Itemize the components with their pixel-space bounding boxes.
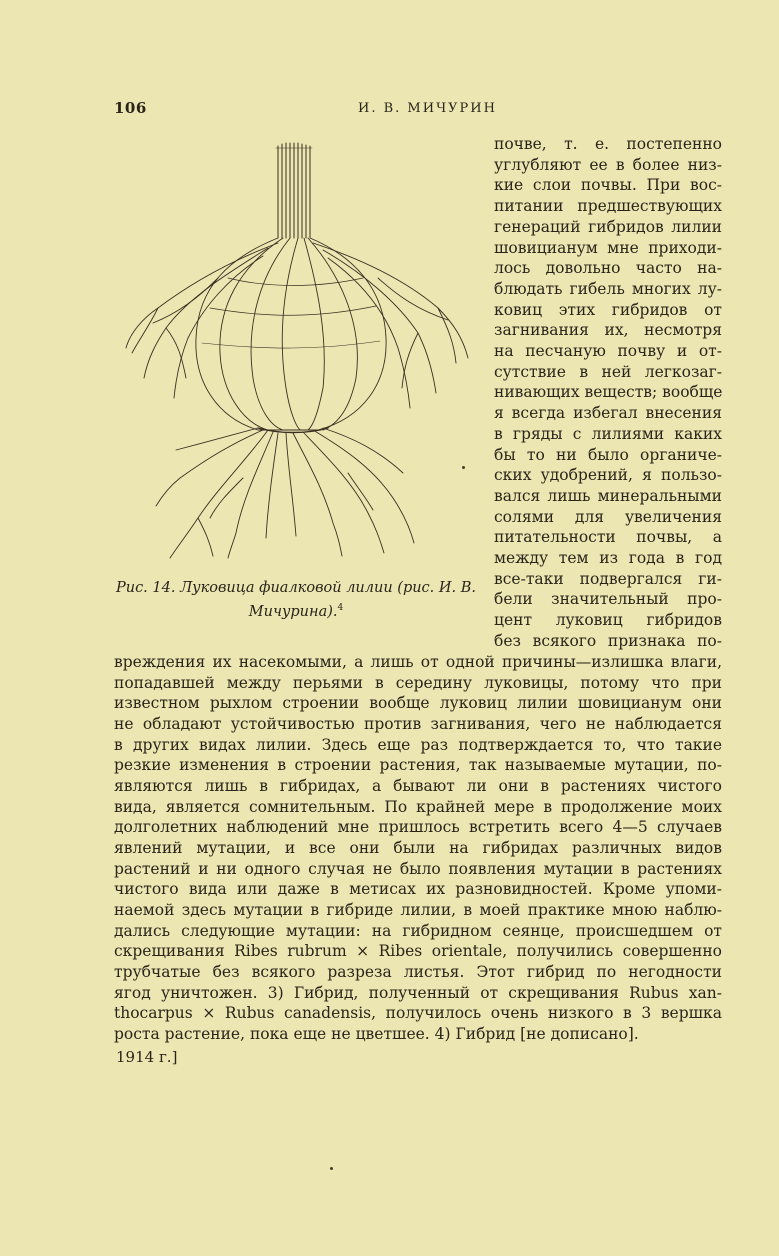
page-number: 106	[114, 99, 147, 117]
text-line: питательности почвы, а	[494, 528, 722, 547]
text-line: растений и ни одного случая не было появления мутации в растениях	[114, 859, 722, 878]
text-line: ягод уничтожен. 3) Гибрид, полученный от скрещивания Rubus xan-	[114, 983, 722, 1002]
text-line: почве, т. е. постепенно	[494, 135, 722, 153]
text-line: ских удобрений, я пользо-	[494, 466, 722, 485]
main-text	[114, 652, 722, 1044]
footnote-mark: 4	[337, 603, 344, 613]
stem	[276, 143, 312, 238]
text-line: цент луковиц гибридов	[494, 611, 722, 630]
text-line: бы то ни было органиче-	[494, 445, 722, 464]
text-line: в других видах лилии. Здесь еще раз подтверждается то, что такие	[114, 735, 722, 754]
text-line: вида, является сомнительным. По крайней мере в продолжение моих	[114, 797, 722, 816]
text-line: известном рыхлом строении вообще луковиц лилии шовицианум они	[114, 694, 722, 713]
text-line: питании предшествующих	[494, 197, 722, 216]
text-line: блюдать гибель многих лу-	[494, 279, 722, 298]
text-line: все-таки подвергался ги-	[494, 569, 722, 588]
running-title: И. В. МИЧУРИН	[358, 101, 497, 116]
text-line: в гряды с лилиями каких	[494, 424, 722, 443]
speck	[462, 466, 465, 469]
text-line: дались следующие мутации: на гибридном сеянце, происшедшем от	[114, 921, 722, 940]
text-line: чистого вида или даже в метисах их разновидностей. Кроме упоми-	[114, 880, 722, 899]
text-line: генераций гибридов лилии	[494, 217, 722, 236]
lily-bulb-illustration	[118, 138, 480, 563]
text-line: ковиц этих гибридов от	[494, 300, 722, 319]
text-line: роста растение, пока еще не цветшее. 4) Гибрид [не дописано].	[114, 1024, 639, 1043]
text-line: вался лишь минеральными	[494, 486, 722, 505]
bulb	[196, 238, 386, 433]
right-column-text	[494, 134, 722, 652]
text-line: долголетних наблюдений мне пришлось встретить всего 4—5 случаев	[114, 818, 722, 837]
text-line: загнивания их, несмотря	[494, 321, 722, 340]
text-line: я всегда избегал внесения	[494, 404, 722, 423]
text-line: лось довольно часто на-	[494, 259, 722, 278]
text-line: кие слои почвы. При вос-	[494, 176, 722, 195]
text-line: не обладают устойчивостью против загнивания, чего не наблюдается	[114, 714, 722, 733]
caption-text: Рис. 14. Луковица фиалковой лилии (рис. И. В. Мичурина).	[115, 580, 477, 620]
text-line: явлений мутации, и все они были на гибридах различных видов	[114, 838, 722, 857]
text-line: наемой здесь мутации в гибриде лилии, в моей практике мною наблю-	[114, 900, 722, 919]
text-line: бели значительный про-	[494, 590, 722, 609]
text-line: вреждения их насекомыми, а лишь от одной причины—излишка влаги,	[114, 653, 722, 671]
lower-roots	[156, 428, 414, 558]
upper-roots	[126, 243, 468, 408]
text-line: thocarpus × Rubus canadensis, получилось очень низкого в 3 вершка	[114, 1004, 722, 1023]
text-line: попадавшей между перьями в середину луковицы, потому что при	[114, 673, 722, 692]
text-line: скрещивания Ribes rubrum × Ribes orientale, получились совершенно	[114, 942, 722, 961]
speck	[330, 1167, 333, 1170]
text-line: на песчаную почву и от-	[494, 342, 722, 361]
text-line: сутствие в ней легкозаг-	[494, 362, 722, 381]
text-line: углубляют ее в более низ-	[494, 155, 722, 174]
text-line: между тем из года в год	[494, 549, 722, 568]
text-line: резкие изменения в строении растения, так называемые мутации, по-	[114, 756, 722, 775]
text-line: без всякого признака по-	[494, 631, 722, 650]
figure-caption	[114, 578, 478, 622]
text-line: являются лишь в гибридах, а бывают ли они в растениях чистого	[114, 776, 722, 795]
text-line: солями для увеличения	[494, 507, 722, 526]
date-note: 1914 г.]	[116, 1048, 178, 1066]
text-line: трубчатые без всякого разреза листья. Этот гибрид по негодности	[114, 962, 722, 981]
text-line: нивающих веществ; вообще	[494, 383, 723, 402]
text-line: шовицианум мне приходи-	[494, 238, 722, 257]
